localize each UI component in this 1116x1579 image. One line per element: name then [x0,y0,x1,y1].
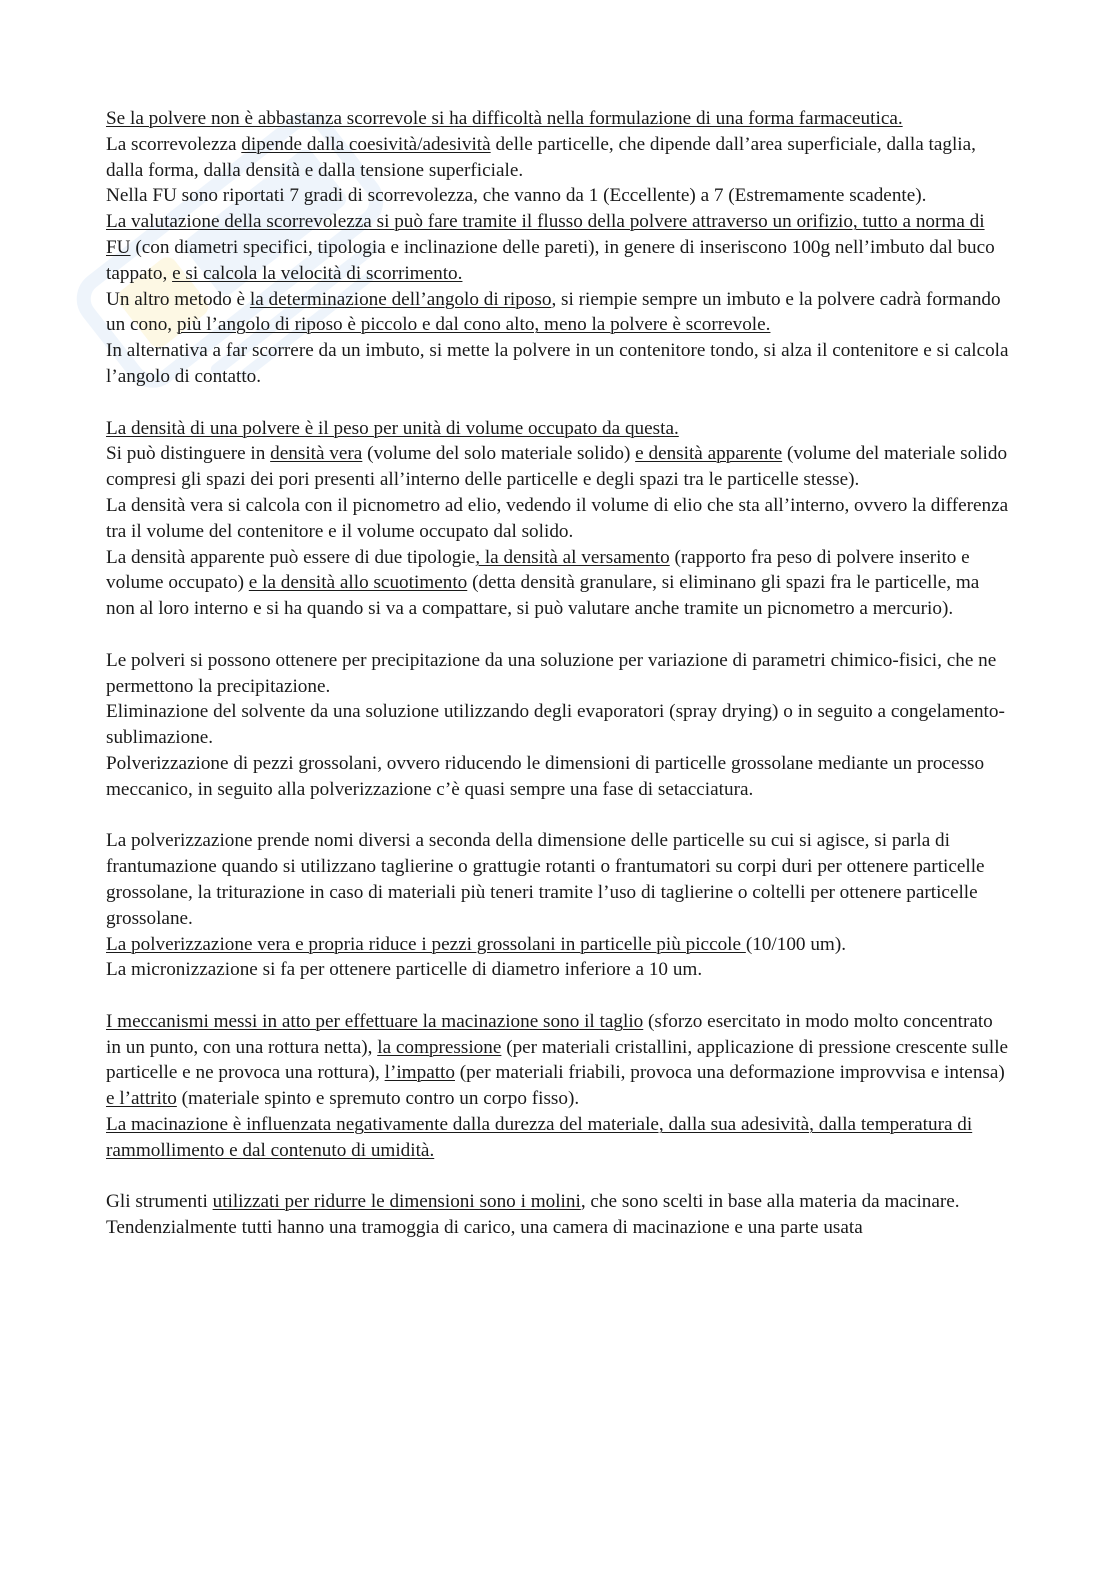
paragraph [106,183,1011,209]
text-segment: La scorrevolezza [106,133,242,155]
text-segment: , che sono scelti in base alla materia da macinare. [580,1191,960,1213]
paragraph-gap [106,983,1011,1009]
text-segment: (per materiali cristallini, applicazione di pressione crescente sulle particelle e ne provoca una rottura), [106,1036,1009,1084]
underlined-text: , la densità al versamento [475,546,670,568]
text-segment: (sforzo esercitato in modo molto concentrato in un punto, con una rottura netta), [106,1010,993,1058]
underlined-text: dipende dalla coesività/adesività [241,133,491,155]
underlined-text: più l’angolo di riposo è piccolo e dal cono alto, meno la polvere è scorrevole. [176,314,771,336]
text-segment: Eliminazione del solvente da una soluzione utilizzando degli evaporatori (spray drying) o in seguito a congelamento-sublimazione. [106,701,1005,749]
text-segment: (detta densità granulare, si eliminano gli spazi fra le particelle, ma non al loro interno e si ha quando si va a compattare, si può valutare anche tramite un picnometro a mercurio). [106,572,980,620]
underlined-text: densità vera [270,443,363,465]
paragraph [106,751,1011,803]
paragraph [106,106,1011,132]
text-segment: (per materiali friabili, provoca una deformazione improvvisa e intensa) [454,1062,1005,1084]
paragraph [106,132,1011,184]
text-segment: Polverizzazione di pezzi grossolani, ovvero riducendo le dimensioni di particelle grossolane mediante un processo meccanico, in seguito alla polverizzazione c’è quasi sempre una fase di setacciatura. [106,752,985,800]
text-segment: Le polveri si possono ottenere per precipitazione da una soluzione per variazione di parametri chimico-fisici, che ne permettono la precipitazione. [106,649,997,697]
paragraph [106,1112,1011,1164]
paragraph [106,545,1011,622]
text-segment: La polverizzazione prende nomi diversi a seconda della dimensione delle particelle su cui si agisce, si parla di frantumazione quando si utilizzano taglierine o grattugie rotanti o frantumatori su corpi duri per ottenere particelle grossolane, la triturazione in caso di materiali più teneri tramite l’uso di taglierine o coltelli per ottenere particelle grossolane. [106,830,985,929]
text-segment: In alternativa a far scorrere da un imbuto, si mette la polvere in un contenitore tondo, si alza il contenitore e si calcola l’angolo di contatto. [106,340,1009,387]
text-segment: (materiale spinto e spremuto contro un corpo fisso). [176,1088,580,1110]
text-segment: , si riempie sempre un imbuto e la polvere cadrà formando un cono, [106,288,1001,336]
paragraph [106,441,1011,493]
paragraph [106,416,1011,442]
paragraph [106,1189,1011,1215]
underlined-text: La macinazione è influenzata negativamente dalla durezza del materiale, dalla sua adesività, dalla temperatura di rammollimento e dal contenuto di umidità. [106,1114,973,1161]
underlined-text: e si calcola la velocità di scorrimento. [172,262,463,284]
underlined-text: e la densità allo scuotimento [248,572,468,594]
underlined-text: La valutazione della scorrevolezza si può fare tramite il flusso della polvere attraverso un orifizio, tutto a norma di FU [106,211,985,258]
underlined-text: la compressione [377,1036,502,1058]
text-segment: delle particelle, che dipende dall’area superficiale, dalla taglia, dalla forma, dalla densità e dalla tensione superficiale. [106,133,976,181]
paragraph [106,338,1011,390]
text-segment: (volume del solo materiale solido) [362,443,636,465]
text-segment: La densità vera si calcola con il picnometro ad elio, vedendo il volume di elio che sta all’interno, ovvero la differenza tra il volume del contenitore e il volume occupato dal solido. [106,494,1009,542]
paragraph [106,957,1011,983]
paragraph [106,648,1011,700]
paragraph-gap [106,622,1011,648]
paragraph [106,209,1011,286]
text-segment: (rapporto fra peso di polvere inserito e volume occupato) [106,546,970,594]
paragraph [106,287,1011,339]
paragraph-gap [106,1164,1011,1190]
text-segment: Nella FU sono riportati 7 gradi di scorrevolezza, che vanno da 1 (Eccellente) a 7 (Estremamente scadente). [106,185,927,207]
underlined-text: La polverizzazione vera e propria riduce i pezzi grossolani in particelle più piccole [106,933,746,955]
underlined-text: e densità apparente [635,443,783,465]
paragraph [106,493,1011,545]
text-segment: Tendenzialmente tutti hanno una tramoggia di carico, una camera di macinazione e una parte usata [106,1217,863,1239]
text-segment: La densità apparente può essere di due tipologie [106,546,476,568]
underlined-text: e l’attrito [106,1088,177,1110]
underlined-text: la determinazione dell’angolo di riposo [249,288,552,310]
paragraph [106,1009,1011,1112]
underlined-text: utilizzati per ridurre le dimensioni sono i molini [212,1191,581,1213]
text-segment: Gli strumenti [106,1191,213,1213]
paragraph-gap [106,390,1011,416]
paragraph-gap [106,803,1011,829]
underlined-text: La densità di una polvere è il peso per unità di volume occupato da questa. [106,417,679,439]
document-body [106,106,1011,1241]
underlined-text: Se la polvere non è abbastanza scorrevole si ha difficoltà nella formulazione di una forma farmaceutica. [106,108,903,129]
text-segment: (10/100 um). [745,933,847,955]
text-segment: Si può distinguere in [106,443,271,465]
text-segment: La micronizzazione si fa per ottenere particelle di diametro inferiore a 10 um. [106,959,703,981]
underlined-text: I meccanismi messi in atto per effettuare la macinazione sono il taglio [106,1010,644,1032]
underlined-text: l’impatto [384,1062,455,1084]
paragraph [106,1215,1011,1241]
paragraph [106,828,1011,931]
paragraph [106,699,1011,751]
paragraph [106,932,1011,958]
text-segment: Un altro metodo è [106,288,250,310]
text-segment: (con diametri specifici, tipologia e inclinazione delle pareti), in genere di inseriscono 100g nell’imbuto dal buco tappato, [106,236,995,284]
text-segment: (volume del materiale solido compresi gli spazi dei pori presenti all’interno delle particelle e degli spazi tra le particelle stesse). [106,443,1008,491]
